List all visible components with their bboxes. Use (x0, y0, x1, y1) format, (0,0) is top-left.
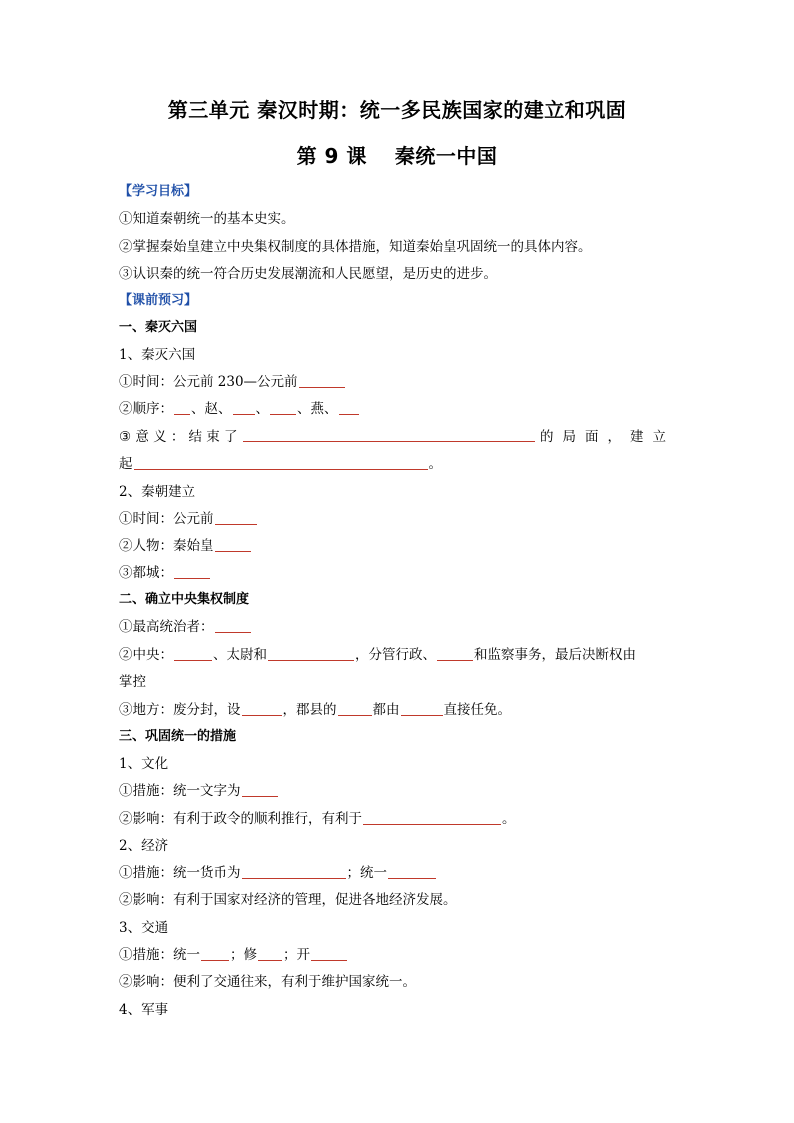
blank-road[interactable] (258, 946, 282, 961)
fill-line-traffic-measure: ①措施：统一 ；修 ；开 (119, 945, 675, 965)
blank-axle[interactable] (201, 946, 229, 961)
section-1-heading: 一、秦灭六国 (119, 320, 198, 335)
fill-line-meaning: ③ 意 义 ： 结 束 了 的局面，建立 (119, 429, 675, 445)
goal-3: ③认识秦的统一符合历史发展潮流和人民愿望，是历史的进步。 (119, 266, 497, 282)
goals-header: 【学习目标】 (119, 184, 198, 199)
section-2-heading: 二、确立中央集权制度 (119, 592, 250, 607)
blank-military[interactable] (437, 646, 473, 661)
blank-currency[interactable] (242, 864, 346, 879)
blank-established[interactable] (134, 455, 428, 470)
central-line-2: 掌控 (119, 674, 146, 690)
fill-line-founding-time: ①时间：公元前 (119, 509, 675, 529)
blank-officials[interactable] (338, 701, 372, 716)
goal-1: ①知道秦朝统一的基本史实。 (119, 211, 295, 227)
fill-line-person: ②人物：秦始皇 (119, 536, 675, 556)
fill-line-economy-measure: ①措施：统一货币为 ；统一 (119, 863, 675, 883)
blank-prefecture[interactable] (242, 701, 282, 716)
blank-chancellor[interactable] (174, 646, 212, 661)
blank-censor[interactable] (268, 646, 354, 661)
traffic-effect: ②影响：便利了交通往来，有利于维护国家统一。 (119, 974, 416, 990)
sub-heading-culture: 1、文化 (119, 756, 169, 772)
blank-order-4[interactable] (270, 400, 296, 415)
sub-heading-founding: 2、秦朝建立 (119, 484, 196, 500)
blank-ruler[interactable] (215, 618, 251, 633)
blank-order-6[interactable] (339, 400, 359, 415)
fill-line-ruler: ①最高统治者： (119, 617, 675, 637)
blank-appointer[interactable] (401, 701, 443, 716)
sub-heading-military: 4、军事 (119, 1002, 169, 1018)
fill-line-order: ②顺序： 、赵、 、 、燕、 (119, 399, 675, 419)
preview-header: 【课前预习】 (119, 293, 198, 308)
lesson-title: 第 9 课 秦统一中国 (296, 144, 498, 168)
fill-line-local: ③地方：废分封，设 ，郡县的 都由 直接任免。 (119, 702, 511, 718)
fill-line-meaning-2: 起 。 (119, 456, 442, 472)
fill-line-central: ②中央： 、太尉和 ，分管行政、 和监察事务，最后决断权由 (119, 647, 636, 663)
fill-line-capital: ③都城： (119, 563, 675, 583)
sub-heading-traffic: 3、交通 (119, 920, 169, 936)
blank-measures[interactable] (388, 864, 436, 879)
blank-capital[interactable] (174, 564, 210, 579)
blank-culture-effect[interactable] (363, 810, 501, 825)
fill-line-culture-effect: ②影响：有利于政令的顺利推行，有利于 。 (119, 811, 516, 827)
blank-order-3[interactable] (233, 400, 255, 415)
blank-order-1[interactable] (174, 400, 190, 415)
sub-heading-unify: 1、秦灭六国 (119, 347, 196, 363)
economy-effect: ②影响：有利于国家对经济的管理，促进各地经济发展。 (119, 892, 457, 908)
sub-heading-economy: 2、经济 (119, 838, 169, 854)
blank-end-year[interactable] (299, 373, 345, 388)
unit-title: 第三单元 秦汉时期：统一多民族国家的建立和巩固 (167, 98, 627, 122)
section-3-heading: 三、巩固统一的措施 (119, 729, 237, 744)
fill-line-culture-measure: ①措施：统一文字为 (119, 781, 675, 801)
blank-person[interactable] (215, 537, 251, 552)
blank-founding-year[interactable] (215, 510, 257, 525)
blank-canal[interactable] (311, 946, 347, 961)
blank-ended-situation[interactable] (243, 427, 535, 442)
goal-2: ②掌握秦始皇建立中央集权制度的具体措施，知道秦始皇巩固统一的具体内容。 (119, 239, 592, 255)
blank-script[interactable] (242, 782, 278, 797)
fill-line-unify-time: ①时间：公元前 230—公元前 (119, 372, 675, 392)
